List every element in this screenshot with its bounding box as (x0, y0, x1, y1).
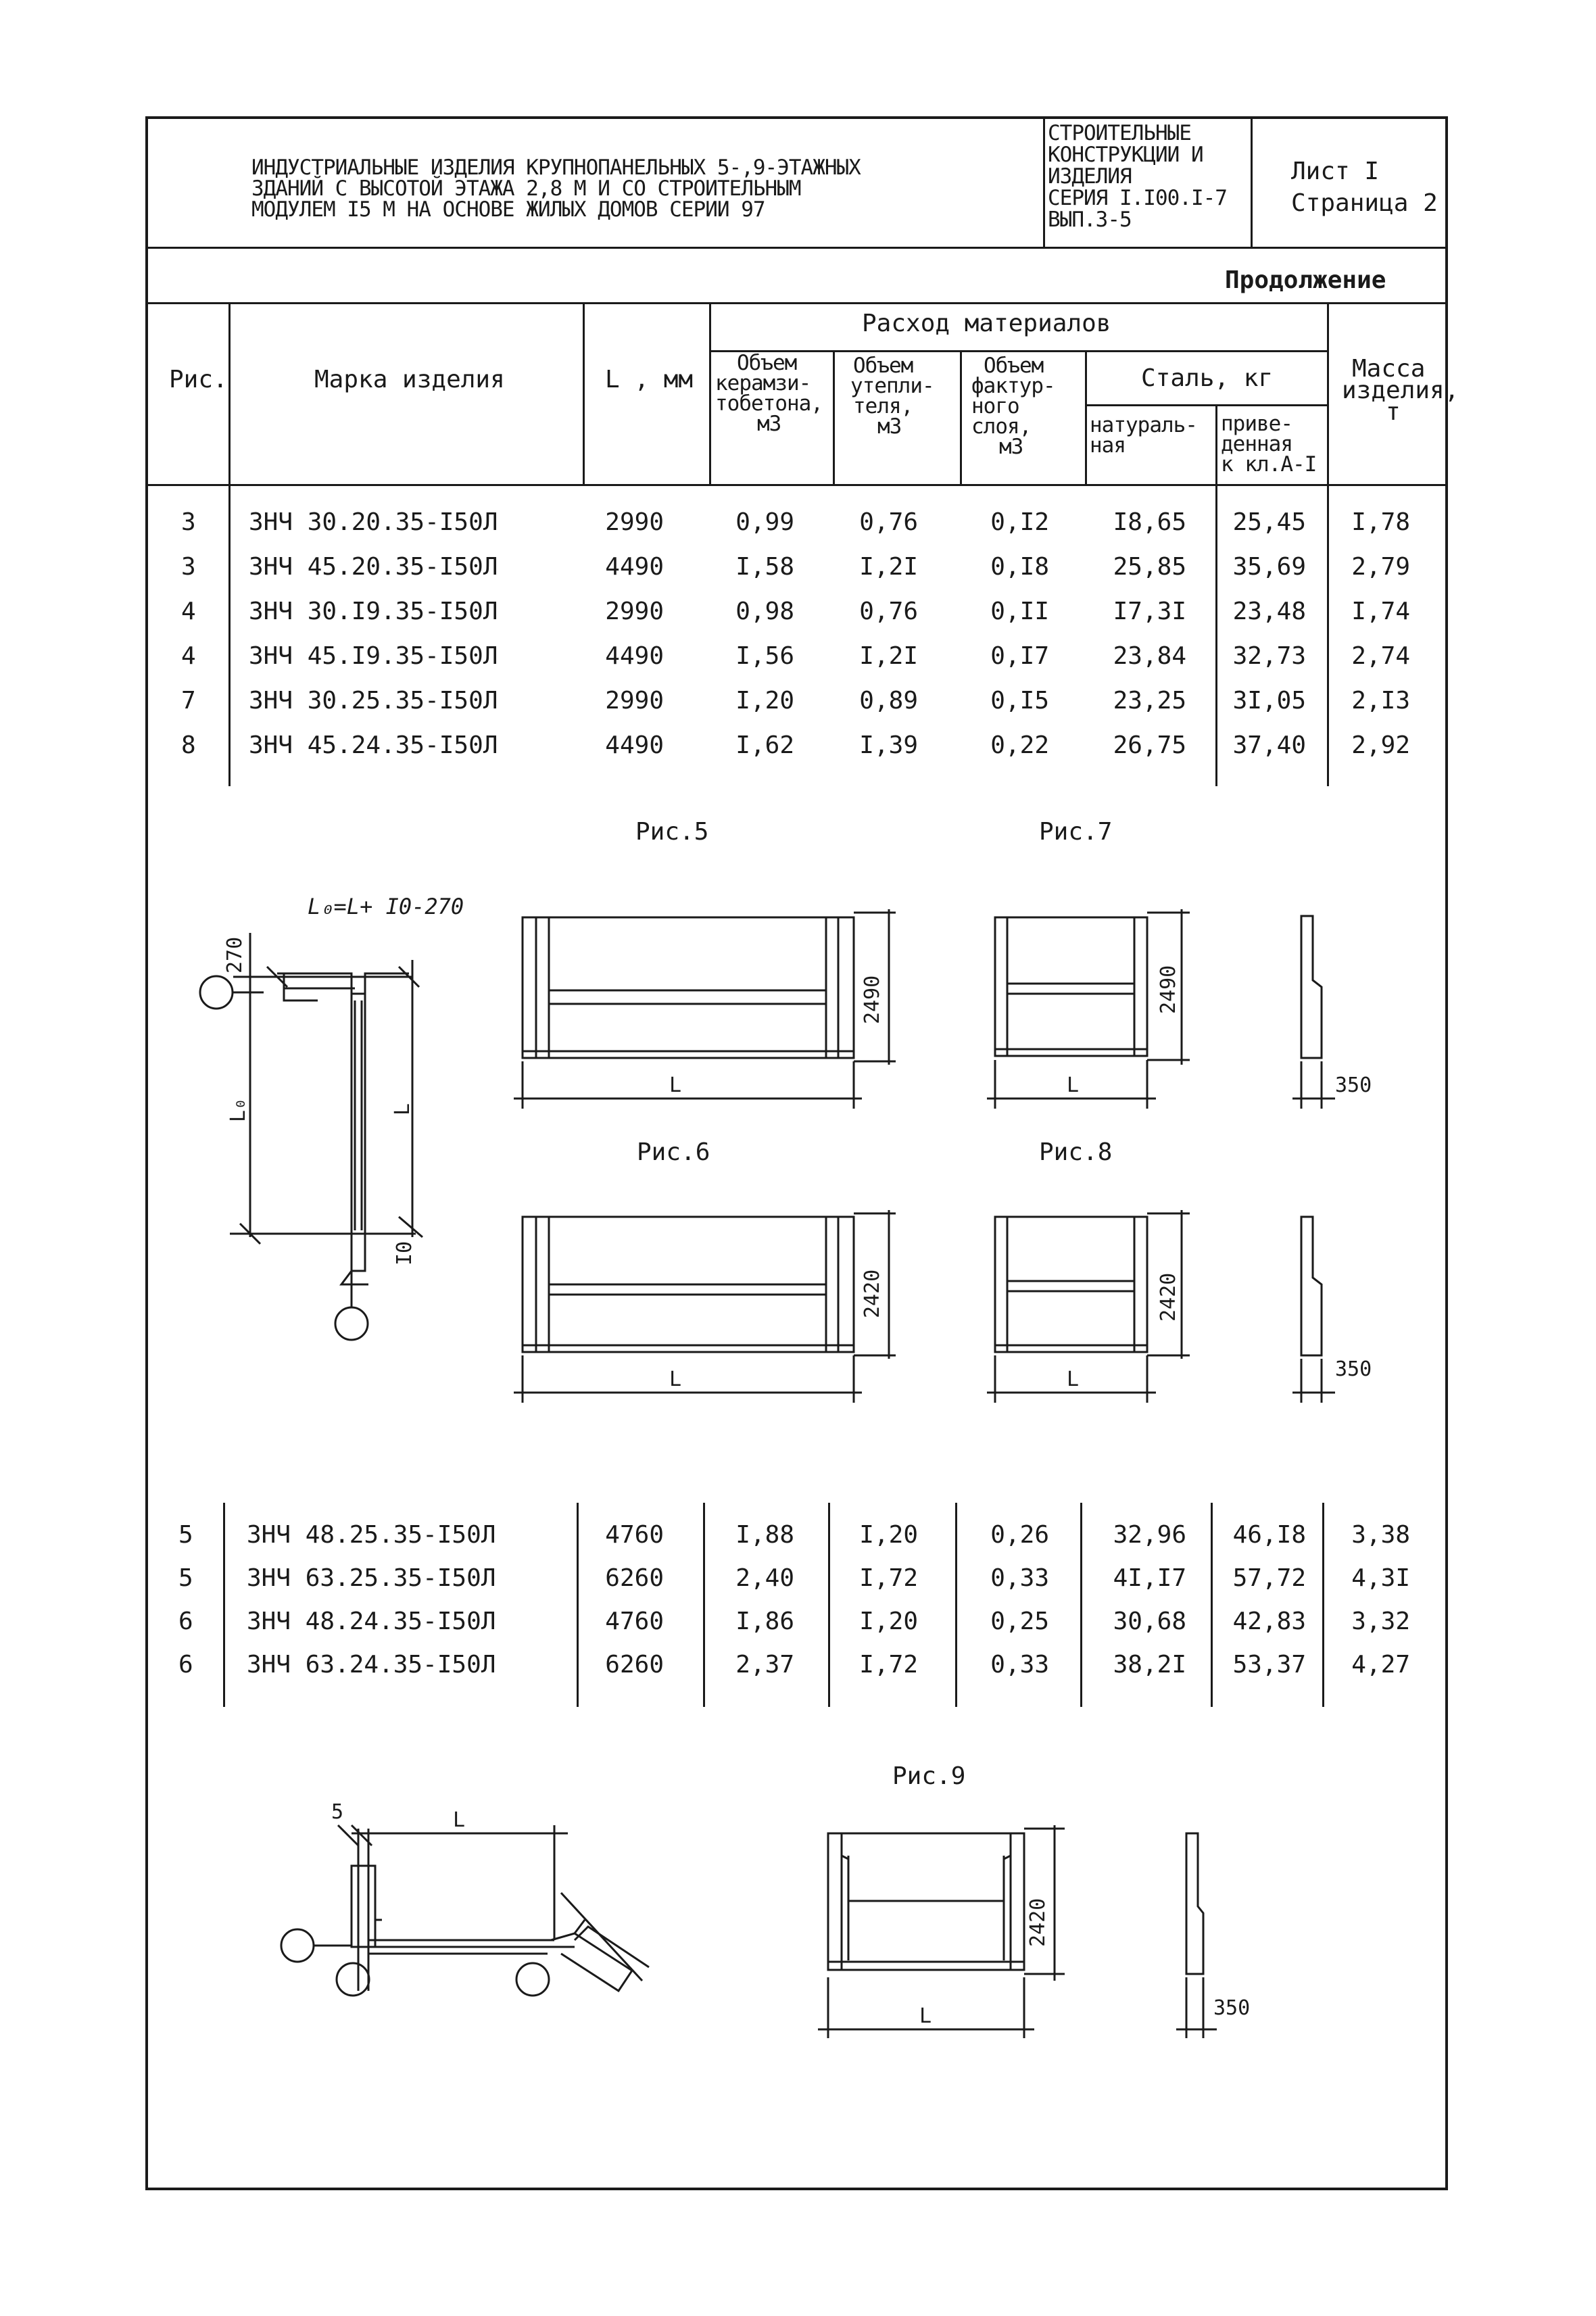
cell-mass: 2,I3 (1351, 687, 1410, 715)
cell-s1: 25,85 (1113, 553, 1186, 581)
caption-fig9: Рис.9 (892, 1762, 966, 1790)
caption-fig7: Рис.7 (1039, 818, 1113, 846)
cell-s1: 30,68 (1113, 1608, 1186, 1635)
cell-s2: 53,37 (1232, 1651, 1306, 1679)
series-line-3: ИЗДЕЛИЯ (1048, 164, 1132, 189)
page-number: Страница 2 (1291, 189, 1438, 217)
caption-fig5: Рис.5 (635, 818, 709, 846)
header-vol-facing-2: фактур- (971, 374, 1055, 398)
cell-mass: 3,38 (1351, 1521, 1410, 1549)
dim-L-section: L (391, 1103, 414, 1115)
cell-s2: 35,69 (1232, 553, 1306, 581)
cell-mass: 4,27 (1351, 1651, 1410, 1679)
header-steel-reduced-1: приве- (1221, 412, 1292, 436)
series-line-4: СЕРИЯ I.I00.I-7 (1048, 186, 1227, 210)
header-vol-insulation-2: утепли- (850, 374, 934, 398)
cell-v1: 0,98 (735, 598, 794, 625)
cell-mark: ЗНЧ 45.20.35-I50Л (249, 553, 498, 581)
cell-v3: 0,26 (990, 1521, 1049, 1549)
cell-v2: 0,76 (859, 598, 918, 625)
cell-s1: I8,65 (1113, 508, 1186, 536)
cell-mass: I,78 (1351, 508, 1410, 536)
cell-mass: 4,3I (1351, 1564, 1410, 1592)
dim-L-fig9-plan: L (453, 1808, 466, 1832)
cell-length: 2990 (605, 508, 664, 536)
cell-v1: I,86 (735, 1608, 794, 1635)
header-mass-2: изделия, (1342, 377, 1459, 404)
fig5-elevation (514, 909, 896, 1109)
title-line-2: ЗДАНИЙ С ВЫСОТОЙ ЭТАЖА 2,8 М И СО СТРОИТЕЛЬНЫМ (251, 176, 801, 201)
fig7-elevation (987, 909, 1190, 1109)
cell-v3: 0,33 (990, 1564, 1049, 1592)
cell-s2: 46,I8 (1232, 1521, 1306, 1549)
fig8-elevation (987, 1210, 1190, 1403)
header-vol-insulation-3: теля, (853, 394, 913, 418)
cell-mass: I,74 (1351, 598, 1410, 625)
cell-v1: 0,99 (735, 508, 794, 536)
dim-2490-fig7: 2490 (1157, 965, 1180, 1014)
cell-v2: 0,76 (859, 508, 918, 536)
dim-270: 270 (223, 936, 247, 973)
sheet-number: Лист I (1291, 158, 1380, 185)
continuation-label: Продолжение (1225, 266, 1386, 294)
cell-fig: 8 (181, 731, 196, 759)
header-vol-concrete-3: тобетона, (715, 391, 823, 416)
cell-s2: 32,73 (1232, 642, 1306, 670)
cell-fig: 5 (178, 1521, 193, 1549)
header-materials: Расход материалов (862, 310, 1111, 337)
cell-v3: 0,I2 (990, 508, 1049, 536)
cell-s1: 26,75 (1113, 731, 1186, 759)
header-steel-reduced-3: к кл.А-I (1221, 452, 1317, 477)
cell-s1: 32,96 (1113, 1521, 1186, 1549)
cell-length: 4490 (605, 642, 664, 670)
dim-350-fig9: 350 (1213, 1996, 1251, 2020)
cell-v1: I,58 (735, 553, 794, 581)
cell-v3: 0,I5 (990, 687, 1049, 715)
cell-v3: 0,33 (990, 1651, 1049, 1679)
cell-fig: 6 (178, 1608, 193, 1635)
cell-fig: 7 (181, 687, 196, 715)
fig6-elevation (514, 1210, 896, 1403)
dim-L-fig9: L (919, 2004, 932, 2028)
header-mass-1: Масса (1352, 355, 1426, 383)
dim-L-fig7: L (1067, 1073, 1080, 1097)
cell-length: 6260 (605, 1564, 664, 1592)
title-line-1: ИНДУСТРИАЛЬНЫЕ ИЗДЕЛИЯ КРУПНОПАНЕЛЬНЫХ 5-,9-ЭТАЖНЫХ (251, 155, 861, 180)
cell-mark: ЗНЧ 48.25.35-I50Л (247, 1521, 496, 1549)
cell-v1: I,56 (735, 642, 794, 670)
dim-2420-fig6: 2420 (861, 1269, 884, 1318)
cell-v3: 0,II (990, 598, 1049, 625)
header-vol-concrete-4: м3 (757, 412, 781, 436)
header-steel: Сталь, кг (1141, 364, 1274, 392)
series-line-1: СТРОИТЕЛЬНЫЕ (1048, 121, 1191, 145)
cell-mass: 2,74 (1351, 642, 1410, 670)
cell-length: 4490 (605, 731, 664, 759)
cell-s2: 57,72 (1232, 1564, 1306, 1592)
cell-length: 2990 (605, 687, 664, 715)
cell-length: 4490 (605, 553, 664, 581)
cell-v3: 0,I8 (990, 553, 1049, 581)
cell-length: 6260 (605, 1651, 664, 1679)
dim-350-fig7: 350 (1335, 1073, 1372, 1097)
cell-mark: ЗНЧ 63.24.35-I50Л (247, 1651, 496, 1679)
cell-v2: 0,89 (859, 687, 918, 715)
header-mark: Марка изделия (314, 366, 505, 393)
cell-fig: 5 (178, 1564, 193, 1592)
dim-L-fig5: L (669, 1073, 682, 1097)
cell-s1: 23,84 (1113, 642, 1186, 670)
series-line-2: КОНСТРУКЦИИ И (1048, 143, 1203, 167)
cell-v3: 0,22 (990, 731, 1049, 759)
cell-fig: 6 (178, 1651, 193, 1679)
cell-s2: 23,48 (1232, 598, 1306, 625)
header-steel-natural-2: ная (1090, 433, 1126, 458)
cell-s2: 3I,05 (1232, 687, 1306, 715)
fig9-section (1176, 1833, 1250, 2038)
cell-v2: I,20 (859, 1521, 918, 1549)
section-detail-joint (200, 894, 464, 1340)
cell-mark: ЗНЧ 48.24.35-I50Л (247, 1608, 496, 1635)
cell-fig: 3 (181, 553, 196, 581)
header-vol-concrete-2: керамзи- (715, 371, 811, 395)
cell-v2: I,2I (859, 553, 918, 581)
fig8-section (1292, 1217, 1372, 1403)
cell-length: 4760 (605, 1521, 664, 1549)
title-line-3: МОДУЛЕМ I5 М НА ОСНОВЕ ЖИЛЫХ ДОМОВ СЕРИИ 97 (251, 197, 765, 222)
header-vol-facing-3: ного (971, 394, 1019, 418)
dim-L-fig8: L (1067, 1368, 1080, 1391)
header-mass-3: т (1386, 398, 1401, 426)
dim-2420-fig9: 2420 (1026, 1898, 1050, 1947)
header-length: L , мм (605, 366, 694, 393)
cell-v1: I,62 (735, 731, 794, 759)
cell-mass: 2,92 (1351, 731, 1410, 759)
cell-v1: I,88 (735, 1521, 794, 1549)
header-vol-insulation-1: Объем (853, 354, 913, 378)
cell-s1: 23,25 (1113, 687, 1186, 715)
cell-length: 4760 (605, 1608, 664, 1635)
dim-5: 5 (331, 1800, 344, 1824)
header-vol-concrete-1: Объем (737, 351, 797, 375)
header-steel-reduced-2: денная (1221, 432, 1292, 456)
fig7-section (1292, 916, 1372, 1109)
header-vol-insulation-4: м3 (877, 414, 902, 439)
cell-s1: 4I,I7 (1113, 1564, 1186, 1592)
cell-v2: I,72 (859, 1651, 918, 1679)
header-vol-facing-1: Объем (984, 354, 1044, 378)
formula-label: L₀=L+ I0-270 (308, 894, 464, 919)
header-steel-natural-1: натураль- (1090, 413, 1197, 437)
cell-mark: ЗНЧ 30.I9.35-I50Л (249, 598, 498, 625)
axis-marker-top (200, 976, 233, 1009)
plan-axis-marker-right (516, 1963, 549, 1996)
cell-v2: I,39 (859, 731, 918, 759)
header-fig: Рис. (169, 366, 228, 393)
cell-fig: 4 (181, 642, 196, 670)
cell-fig: 3 (181, 508, 196, 536)
cell-v3: 0,I7 (990, 642, 1049, 670)
dim-L-fig6: L (669, 1368, 682, 1391)
cell-v1: 2,37 (735, 1651, 794, 1679)
header-vol-facing-4: слоя, (971, 414, 1032, 439)
dim-2490-fig5: 2490 (861, 975, 884, 1024)
cell-mark: ЗНЧ 30.20.35-I50Л (249, 508, 498, 536)
dim-2420-fig8: 2420 (1157, 1272, 1180, 1322)
cell-fig: 4 (181, 598, 196, 625)
cell-s2: 37,40 (1232, 731, 1306, 759)
cell-mark: ЗНЧ 45.24.35-I50Л (249, 731, 498, 759)
cell-v2: I,2I (859, 642, 918, 670)
dim-L0: L₀ (226, 1097, 250, 1122)
cell-v2: I,20 (859, 1608, 918, 1635)
cell-s2: 42,83 (1232, 1608, 1306, 1635)
cell-s1: I7,3I (1113, 598, 1186, 625)
caption-fig8: Рис.8 (1039, 1138, 1113, 1166)
fig9-plan-detail (281, 1800, 649, 1996)
plan-axis-marker-left (281, 1929, 314, 1962)
cell-mark: ЗНЧ 63.25.35-I50Л (247, 1564, 496, 1592)
series-line-5: ВЫП.3-5 (1048, 208, 1132, 232)
cell-length: 2990 (605, 598, 664, 625)
header-vol-facing-5: м3 (999, 435, 1023, 459)
cell-s2: 25,45 (1232, 508, 1306, 536)
plan-axis-marker-bottom (337, 1963, 369, 1996)
cell-v1: 2,40 (735, 1564, 794, 1592)
cell-mark: ЗНЧ 45.I9.35-I50Л (249, 642, 498, 670)
axis-marker-bottom (335, 1307, 368, 1340)
cell-v2: I,72 (859, 1564, 918, 1592)
cell-v3: 0,25 (990, 1608, 1049, 1635)
dim-350-fig8: 350 (1335, 1357, 1372, 1381)
dim-10: I0 (393, 1240, 416, 1265)
cell-s1: 38,2I (1113, 1651, 1186, 1679)
cell-v1: I,20 (735, 687, 794, 715)
cell-mass: 3,32 (1351, 1608, 1410, 1635)
fig9-elevation (818, 1825, 1065, 2038)
cell-mark: ЗНЧ 30.25.35-I50Л (249, 687, 498, 715)
cell-mass: 2,79 (1351, 553, 1410, 581)
caption-fig6: Рис.6 (637, 1138, 710, 1166)
